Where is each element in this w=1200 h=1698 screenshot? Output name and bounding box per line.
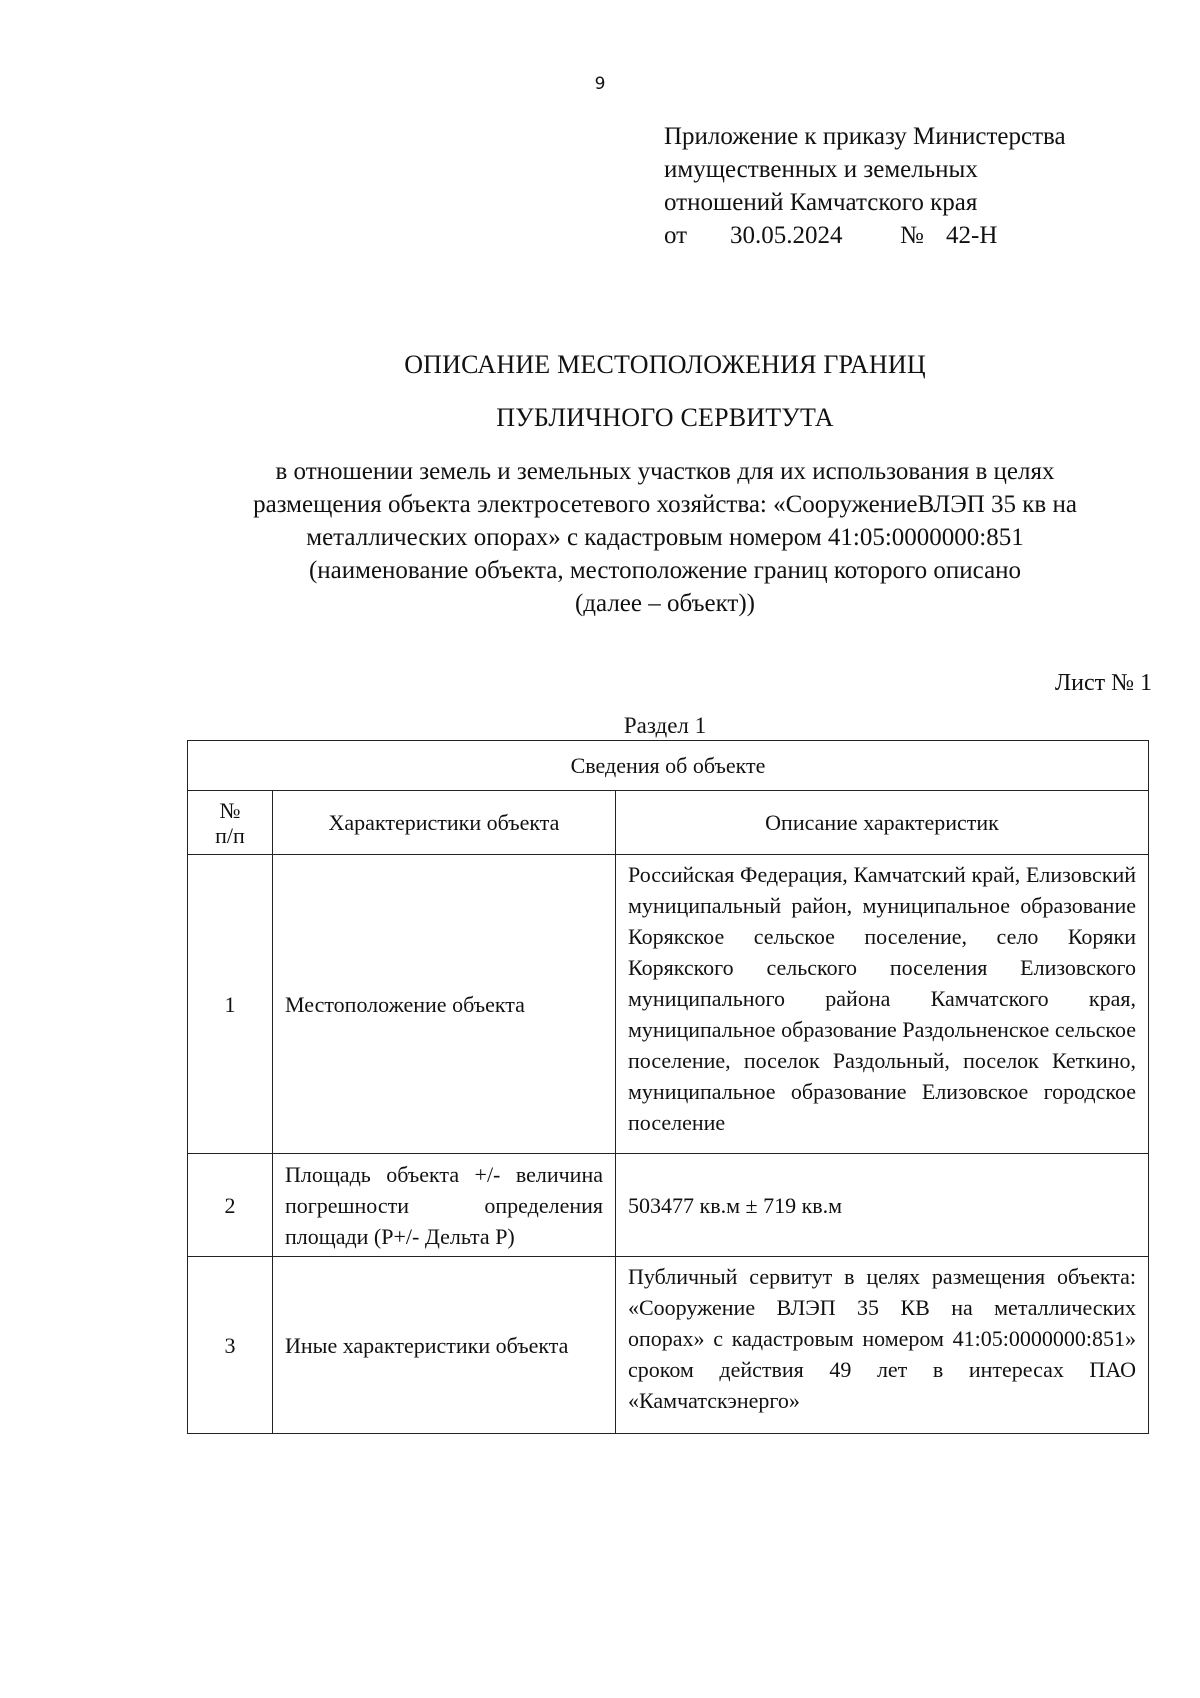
appendix-line-2: имущественных и земельных [664,156,978,183]
sheet-label: Лист № 1 [1054,670,1152,696]
row-description: 503477 кв.м ± 719 кв.м [616,1154,1149,1257]
row-description: Публичный сервитут в целях размещения объекта: «Сооружение ВЛЭП 35 КВ на металлических опорах» с кадастровым номером 41:05:0000000:851» сроком действия 49 лет в интересах ПАО «Камчатскэнерго» [616,1257,1149,1434]
order-number-sign: № [900,222,924,249]
row-number: 2 [188,1154,273,1257]
subtitle-line-3: металлических опорах» с кадастровым номером 41:05:0000000:851 [306,524,1024,551]
subtitle-line-1: в отношении земель и земельных участков для их использования в целях [275,458,1055,485]
appendix-header [664,120,1066,252]
appendix-line-3: отношений Камчатского края [664,189,978,216]
row-characteristic: Иные характеристики объекта [273,1257,616,1434]
document-title-line-1: ОПИСАНИЕ МЕСТОПОЛОЖЕНИЯ ГРАНИЦ [404,350,926,379]
table-row [188,1154,1149,1257]
row-description: Российская Федерация, Камчатский край, Елизовский муниципальный район, муниципальное образование Корякское сельское поселение, село Коряки Корякского сельского поселения Елизовского муниципального района Камчатского края, муниципальное образование Раздольненское сельское поселение, поселок Раздольный, поселок Кеткино, муниципальное образование Елизовское городское поселение [616,855,1149,1154]
subtitle-line-2: размещения объекта электросетевого хозяйства: «СооружениеВЛЭП 35 кв на [253,491,1077,518]
table-row [188,855,1149,1154]
header-characteristic: Характеристики объекта [273,791,616,855]
header-number [188,791,273,855]
order-from-label: от [664,222,688,249]
subtitle-line-4: (наименование объекта, местоположение границ которого описано [308,557,1022,584]
order-date: 30.05.2024 [730,222,843,249]
row-number: 1 [188,855,273,1154]
row-number: 3 [188,1257,273,1434]
row-characteristic: Местоположение объекта [273,855,616,1154]
table-caption-row [188,741,1149,791]
row-characteristic: Площадь объекта +/- величина погрешности определения площади (Р+/- Дельта Р) [273,1154,616,1257]
subtitle-line-5: (далее – объект)) [574,590,756,617]
header-number-abbr: п/п [215,822,245,848]
order-number: 42-Н [946,222,998,249]
document-title-line-2: ПУБЛИЧНОГО СЕРВИТУТА [496,403,834,432]
table-header-row [188,791,1149,855]
table-caption: Сведения об объекте [188,741,1149,791]
header-number-sign: № [219,797,241,823]
order-reference [664,219,1066,252]
appendix-line-1: Приложение к приказу Министерства [664,123,1066,150]
page-number: 9 [594,74,606,94]
object-info-table [187,740,1149,1434]
header-description: Описание характеристик [616,791,1149,855]
document-subtitle [150,455,1180,620]
section-label: Раздел 1 [623,713,707,738]
table-row [188,1257,1149,1434]
